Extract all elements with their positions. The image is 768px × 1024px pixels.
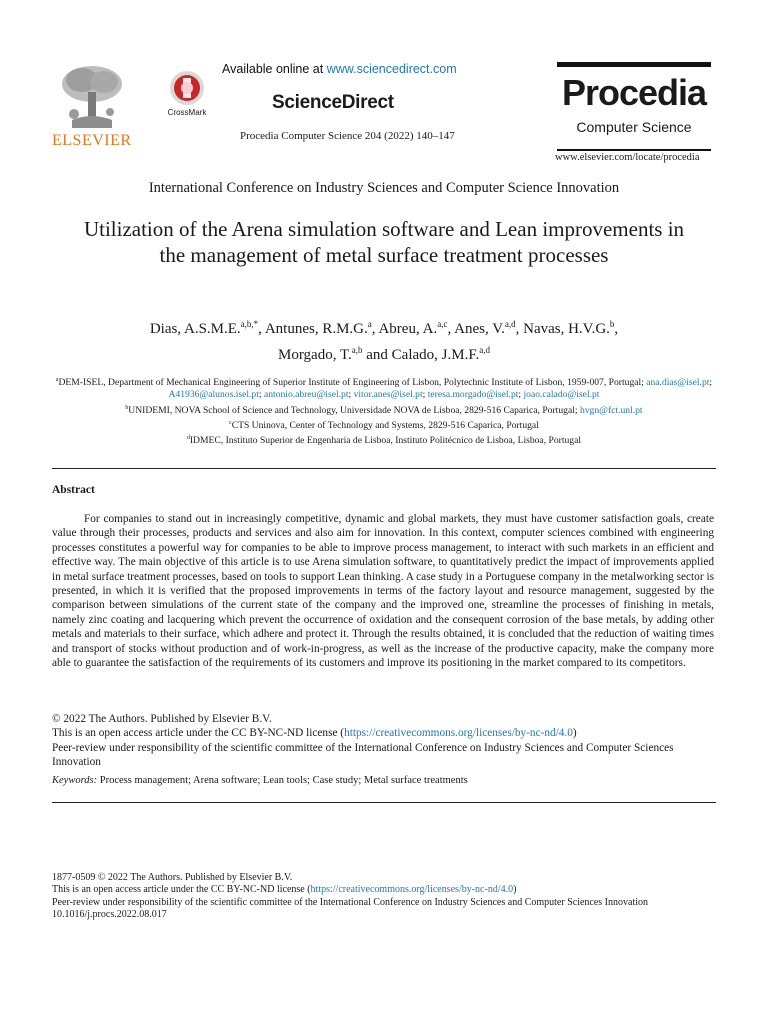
paper-title: Utilization of the Arena simulation software and Lean improvements in the management of metal surface treatment processes bbox=[83, 217, 685, 267]
available-label: Available online at bbox=[222, 62, 327, 76]
keywords-text: Process management; Arena software; Lean tools; Case study; Metal surface treatments bbox=[97, 775, 468, 786]
author-name: Abreu, A. bbox=[378, 321, 438, 337]
crossmark-label: CrossMark bbox=[167, 108, 207, 117]
crossmark-icon bbox=[165, 70, 209, 108]
email-link[interactable]: antonio.abreu@isel.pt bbox=[263, 389, 349, 401]
author-name: Anes, V. bbox=[454, 321, 505, 337]
author-separator: and bbox=[362, 347, 392, 363]
sciencedirect-link[interactable]: www.sciencedirect.com bbox=[326, 62, 457, 76]
elsevier-tree-icon bbox=[52, 62, 132, 132]
author-name: Calado, J.M.F. bbox=[391, 347, 480, 363]
author-name: Navas, H.V.G. bbox=[523, 321, 610, 337]
procedia-url[interactable]: www.elsevier.com/locate/procedia bbox=[555, 152, 700, 163]
elsevier-logo bbox=[52, 62, 132, 149]
footer-peer-review: Peer-review under responsibility of the scientific committee of the International Conference on Industry Sciences and Computer Sciences Innovation bbox=[52, 896, 649, 908]
author-separator: , bbox=[258, 321, 265, 337]
author-list bbox=[60, 314, 708, 366]
abstract-heading: Abstract bbox=[52, 484, 95, 496]
author-separator: , bbox=[614, 321, 619, 337]
keywords-label: Keywords: bbox=[52, 775, 98, 786]
footer bbox=[52, 872, 716, 922]
email-link[interactable]: joao.calado@isel.pt bbox=[523, 389, 600, 401]
available-online bbox=[222, 62, 552, 76]
affiliation-a: $^a$DEM-ISEL, Department of Mechanical Engineering of Superior Institute of Engineering of Lisbon, Polytechnic Institute of Lisbon, 1959-007, Portugal; ana.dias@isel.pt; A41936@alunos.isel.pt; antonio.abreu@isel.pt; vitor.anes@isel.pt; teresa.morgado@isel.pt; joao.calado@isel.pt bbox=[55, 377, 713, 401]
affiliation-b: $^b$UNIDEMI, NOVA School of Science and Technology, Universidade NOVA de Lisboa, 2829-516 Caparica, Portugal; hvgn@fct.unl.pt bbox=[125, 404, 643, 416]
license-link[interactable]: https://creativecommons.org/licenses/by-nc-nd/4.0 bbox=[344, 727, 573, 740]
license-line: This is an open access article under the CC BY-NC-ND license (https://creativecommons.org/licenses/by-nc-nd/4.0) bbox=[52, 727, 577, 740]
divider-bottom bbox=[52, 802, 716, 803]
footer-doi[interactable]: 10.1016/j.procs.2022.08.017 bbox=[52, 909, 167, 921]
author-affil-sup: a,d bbox=[479, 345, 490, 355]
author-affil-sup: b bbox=[609, 319, 615, 329]
abstract-text: For companies to stand out in increasingly competitive, dynamic and global markets, they must have customer satisfaction goals, create value through their processes, products and services and also aim for innovation. In this context, computer sciences combined with engineering processes constitutes a powerful way for companies to be able to improve process management, to interact with such markets in an efficient and effective way. The main objective of this article is to use Arena simulation software, to quantitatively predict the impact of improvements applied in metal surface treatment processes, based on tools to support Lean thinking. A case study in a Portuguese company in the metalworking sector is presented, in which it is verified that the proposed improvements in terms of the factory layout and resource management, suggested by the comparison between simulations of the current state of the company and the improved one, streamline the processes of finishing in metals, namely zinc coating and lacquering which prevent the occurrence of oxidation and the consequent corrosion of the base metals, by adding other metals and materials to their surface, which adhere and protect it. Through the results obtained, it is concluded that the reduction of waiting times and transport of stocks without production and of work-in-progress, as well as the increase of the productive capacity, make the company more able to guarantee the satisfaction of the requirements of its customers and improve its positioning in the market compared to its competitors. bbox=[52, 513, 714, 670]
author-affil-sup: a,b bbox=[351, 345, 363, 355]
journal-reference: Procedia Computer Science 204 (2022) 140–147 bbox=[240, 130, 455, 142]
email-link[interactable]: ana.dias@isel.pt bbox=[646, 377, 710, 389]
author-separator: , bbox=[371, 321, 379, 337]
affiliations bbox=[52, 374, 716, 448]
copyright-line: © 2022 The Authors. Published by Elsevier B.V. bbox=[52, 713, 272, 725]
procedia-logo bbox=[557, 62, 711, 151]
divider-top bbox=[52, 468, 716, 469]
author-affil-sup: a,b,* bbox=[240, 319, 259, 329]
peer-review-line: Peer-review under responsibility of the scientific committee of the International Conference on Industry Sciences and Computer Sciences Innovation bbox=[52, 741, 674, 769]
elsevier-wordmark: ELSEVIER bbox=[52, 132, 132, 149]
affiliation-c: $^c$CTS Uninova, Center of Technology and Systems, 2829-516 Caparica, Portugal bbox=[229, 419, 539, 432]
procedia-subtitle: Computer Science bbox=[576, 119, 692, 135]
footer-license-link[interactable]: https://creativecommons.org/licenses/by-nc-nd/4.0 bbox=[310, 884, 514, 896]
affiliation-d: $^d$IDMEC, Instituto Superior de Engenharia de Lisboa, Instituto Politécnico de Lisboa, Lisboa, Portugal bbox=[186, 435, 582, 447]
footer-issn: 1877-0509 © 2022 The Authors. Published by Elsevier B.V. bbox=[52, 872, 293, 883]
sciencedirect-logo: ScienceDirect bbox=[272, 92, 394, 113]
author-separator: , bbox=[515, 321, 524, 337]
keywords bbox=[52, 775, 716, 786]
email-link[interactable]: vitor.anes@isel.pt bbox=[353, 389, 423, 401]
author-name: Antunes, R.M.G. bbox=[264, 321, 368, 337]
procedia-title: Procedia bbox=[561, 72, 707, 113]
crossmark-badge[interactable] bbox=[165, 70, 209, 120]
author-affil-sup: a,c bbox=[437, 319, 448, 329]
author-affil-sup: a bbox=[367, 319, 372, 329]
footer-license: This is an open access article under the CC BY-NC-ND license (https://creativecommons.org/licenses/by-nc-nd/4.0) bbox=[52, 884, 517, 896]
email-link[interactable]: A41936@alunos.isel.pt bbox=[168, 389, 259, 401]
copyright-block bbox=[52, 712, 716, 770]
author-name: Morgado, T. bbox=[278, 347, 352, 363]
author-separator: , bbox=[447, 321, 455, 337]
author-affil-sup: a,d bbox=[504, 319, 516, 329]
author-name: Dias, A.S.M.E. bbox=[149, 321, 241, 337]
conference-name: International Conference on Industry Sciences and Computer Science Innovation bbox=[148, 180, 620, 196]
email-link[interactable]: teresa.morgado@isel.pt bbox=[427, 389, 519, 401]
email-link[interactable]: hvgn@fct.unl.pt bbox=[579, 404, 643, 416]
